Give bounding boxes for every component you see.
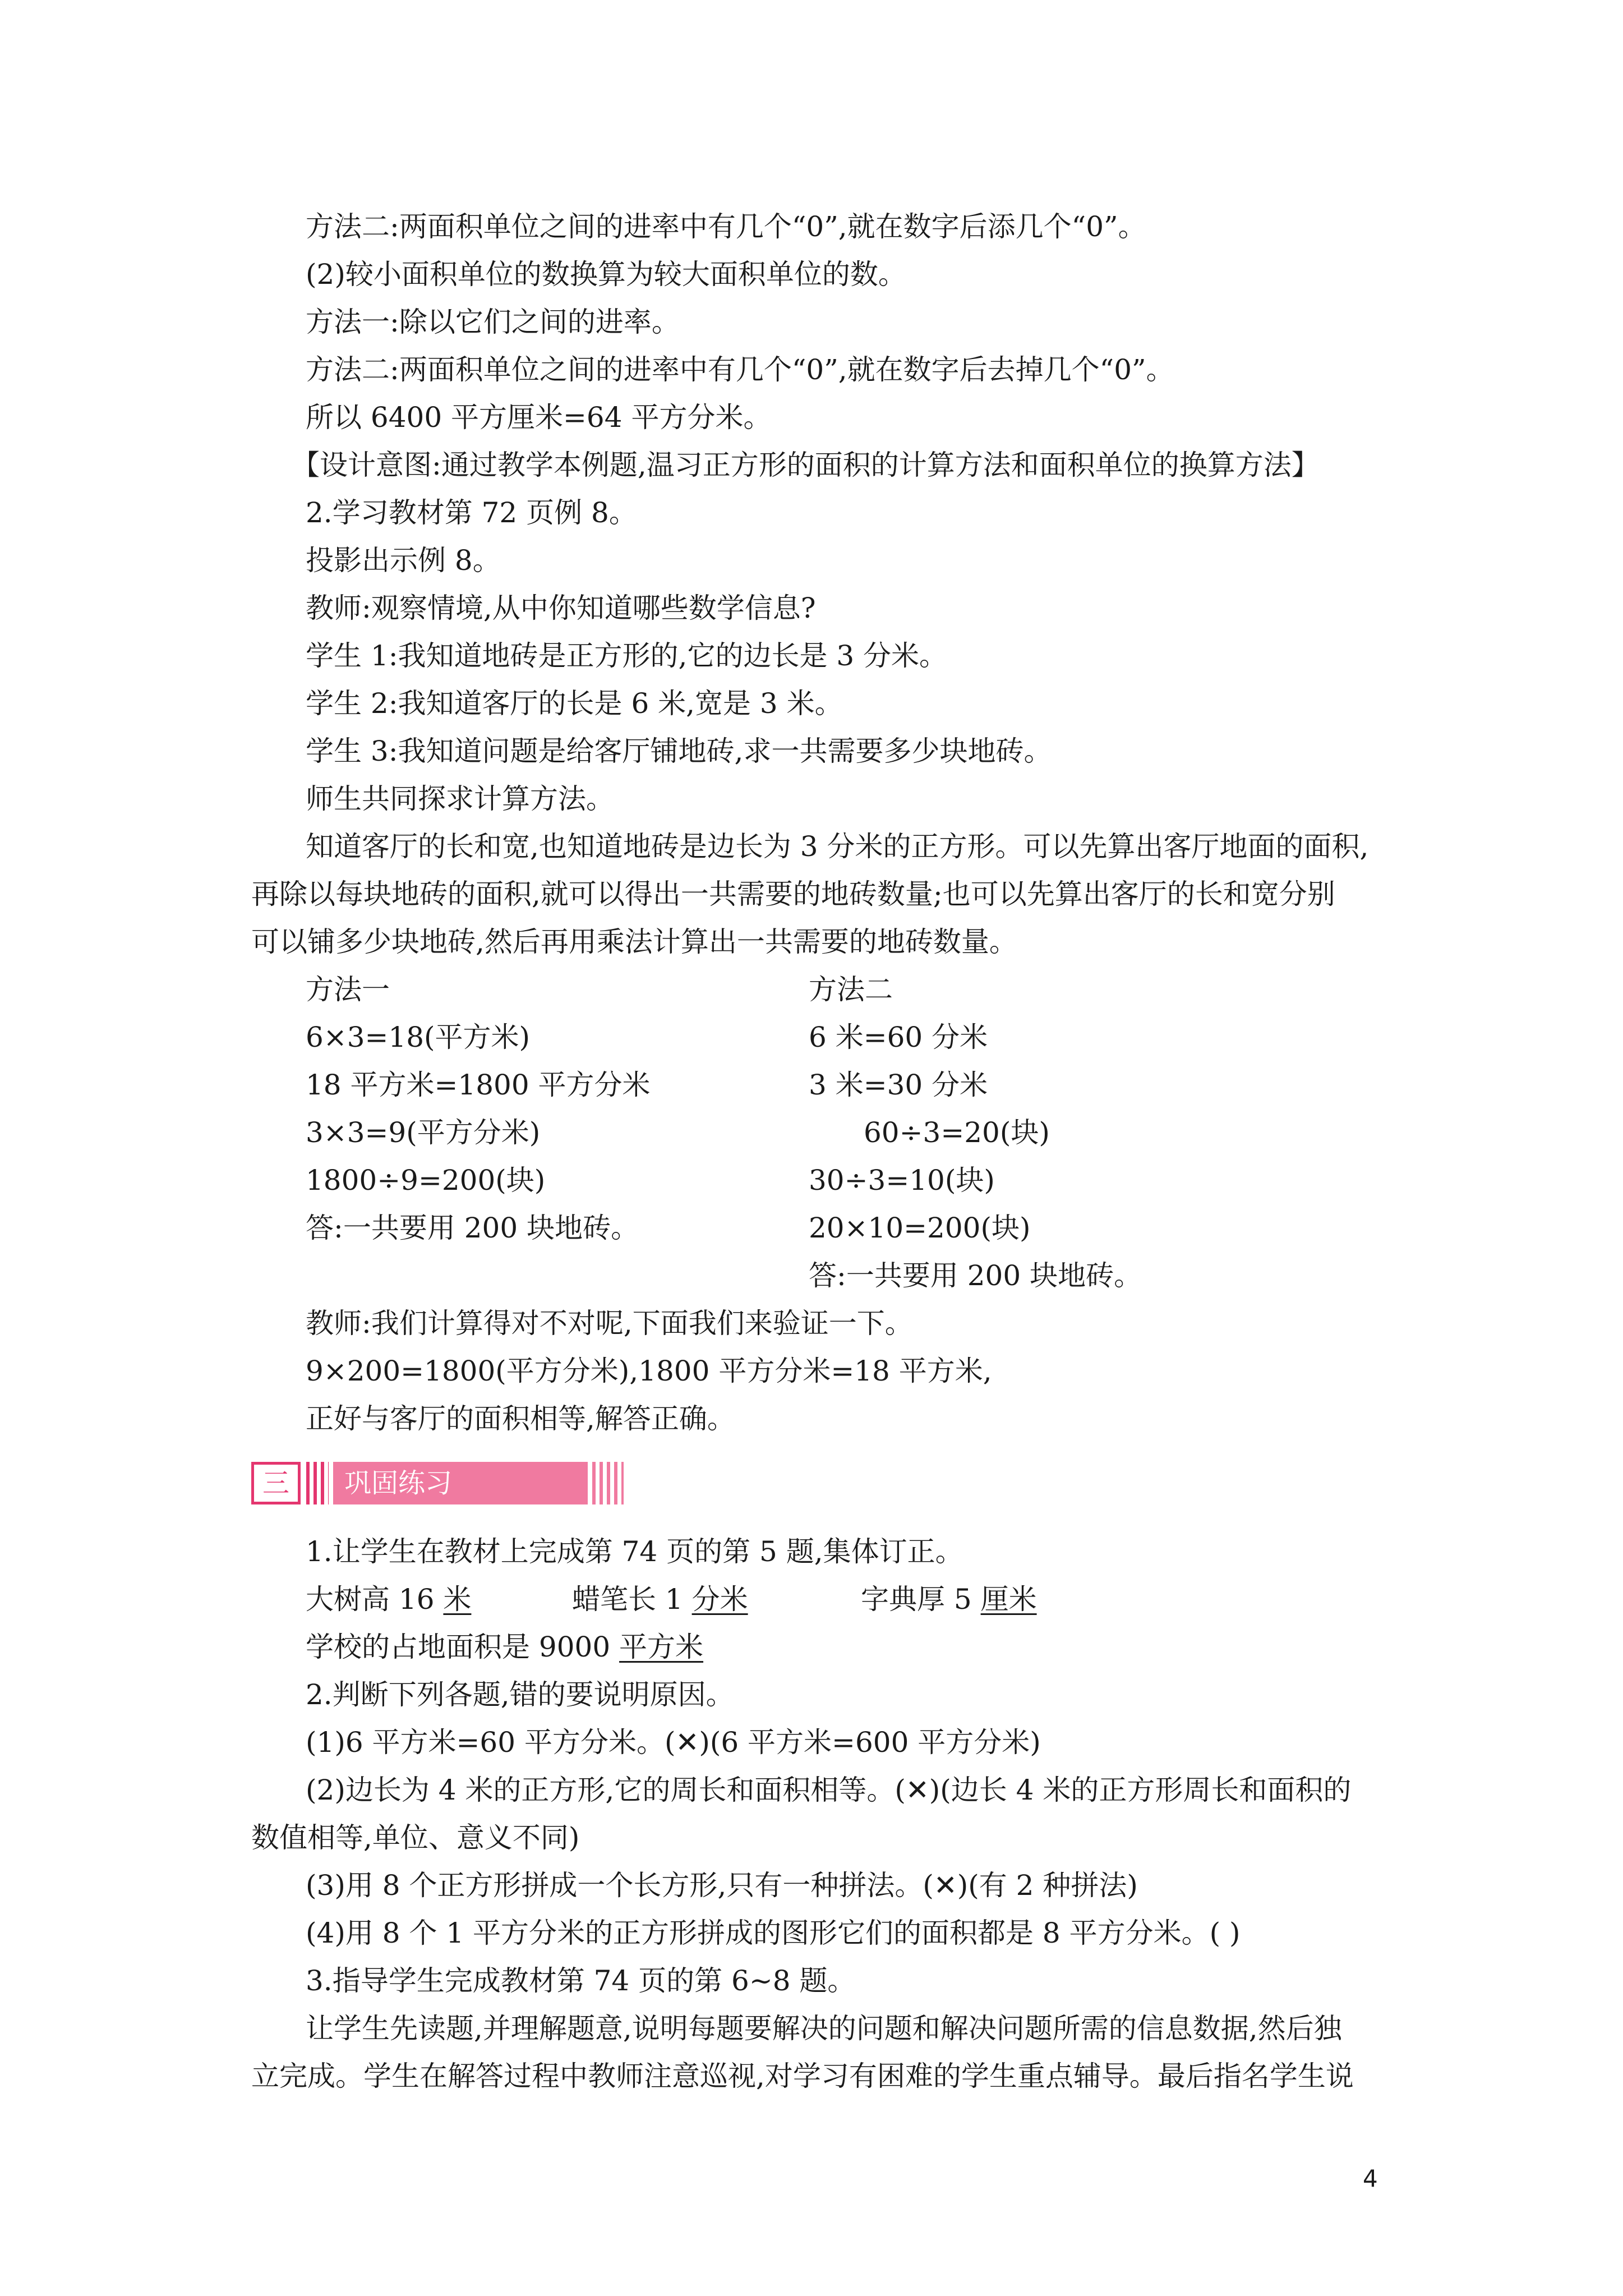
text-line: 让学生先读题,并理解题意,说明每题要解决的问题和解决问题所需的信息数据,然后独	[306, 2012, 1342, 2045]
method-one-title: 方法一	[306, 973, 390, 1006]
text-line: 立完成。学生在解答过程中教师注意巡视,对学习有困难的学生重点辅导。最后指名学生说	[251, 2060, 1354, 2092]
measure-unit: 米	[443, 1583, 472, 1616]
measure-prefix: 学校的占地面积是 9000	[306, 1631, 620, 1663]
method-two-step: 6 米=60 分米	[809, 1021, 988, 1053]
method-two-title: 方法二	[809, 973, 893, 1006]
method-two-step: 3 米=30 分米	[809, 1069, 988, 1101]
method-one-step: 6×3=18(平方米)	[306, 1021, 531, 1053]
text-line: 方法一:除以它们之间的进率。	[306, 306, 680, 338]
method-two-step: 60÷3=20(块)	[864, 1116, 1050, 1149]
banner-tail-stripes	[592, 1462, 624, 1504]
section-number-box	[251, 1462, 301, 1504]
measure-unit: 分米	[691, 1583, 748, 1616]
text-line: 投影出示例 8。	[306, 544, 501, 577]
text-line: 正好与客厅的面积相等,解答正确。	[306, 1402, 735, 1435]
text-line: (4)用 8 个 1 平方分米的正方形拼成的图形它们的面积都是 8 平方分米。( )	[306, 1917, 1241, 1949]
section-number: 三	[262, 1467, 289, 1499]
method-two-answer: 答:一共要用 200 块地砖。	[809, 1259, 1142, 1292]
text-line: 教师:观察情境,从中你知道哪些数学信息?	[306, 592, 816, 624]
text-line: 知道客厅的长和宽,也知道地砖是边长为 3 分米的正方形。可以先算出客厅地面的面积,	[306, 830, 1369, 863]
text-line: (2)边长为 4 米的正方形,它的周长和面积相等。(✕)(边长 4 米的正方形周长和面积的	[306, 1774, 1352, 1806]
measure-prefix: 字典厚 5	[861, 1583, 981, 1616]
page-number: 4	[1363, 2165, 1378, 2192]
measure-item-tree	[306, 1581, 471, 1617]
text-line: 方法二:两面积单位之间的进率中有几个“0”,就在数字后添几个“0”。	[306, 210, 1146, 243]
text-line: 学生 2:我知道客厅的长是 6 米,宽是 3 米。	[306, 687, 843, 720]
text-line: 3.指导学生完成教材第 74 页的第 6~8 题。	[306, 1964, 856, 1997]
text-line: 1.让学生在教材上完成第 74 页的第 5 题,集体订正。	[306, 1535, 963, 1568]
section-title-bar	[333, 1462, 588, 1504]
method-two-step: 30÷3=10(块)	[809, 1164, 995, 1197]
section-title: 巩固练习	[344, 1467, 453, 1499]
text-line: 9×200=1800(平方分米),1800 平方分米=18 平方米,	[306, 1355, 992, 1387]
text-line: 2.判断下列各题,错的要说明原因。	[306, 1678, 734, 1711]
banner-stripes	[306, 1462, 329, 1504]
text-line: (1)6 平方米=60 平方分米。(✕)(6 平方米=600 平方分米)	[306, 1726, 1041, 1759]
measure-item-crayon	[572, 1581, 748, 1617]
method-one-step: 1800÷9=200(块)	[306, 1164, 546, 1197]
text-line: 教师:我们计算得对不对呢,下面我们来验证一下。	[306, 1307, 913, 1340]
measure-prefix: 大树高 16	[306, 1583, 444, 1616]
measure-unit: 厘米	[980, 1583, 1037, 1616]
method-one-step: 3×3=9(平方分米)	[306, 1116, 541, 1149]
method-one-answer: 答:一共要用 200 块地砖。	[306, 1212, 639, 1244]
measure-unit: 平方米	[619, 1631, 704, 1663]
design-intent-note: 【设计意图:通过教学本例题,温习正方形的面积的计算方法和面积单位的换算方法】	[292, 449, 1320, 481]
text-line: 可以铺多少块地砖,然后再用乘法计算出一共需要的地砖数量。	[251, 926, 1017, 958]
text-line: 方法二:两面积单位之间的进率中有几个“0”,就在数字后去掉几个“0”。	[306, 353, 1174, 386]
measure-prefix: 蜡笔长 1	[572, 1583, 692, 1616]
text-line: 学生 1:我知道地砖是正方形的,它的边长是 3 分米。	[306, 639, 948, 672]
section-banner	[251, 1462, 624, 1504]
text-line: (3)用 8 个正方形拼成一个长方形,只有一种拼法。(✕)(有 2 种拼法)	[306, 1869, 1138, 1902]
text-line: (2)较小面积单位的数换算为较大面积单位的数。	[306, 258, 906, 291]
text-line: 学生 3:我知道问题是给客厅铺地砖,求一共需要多少块地砖。	[306, 735, 1052, 767]
text-line: 2.学习教材第 72 页例 8。	[306, 496, 637, 529]
text-line: 再除以每块地砖的面积,就可以得出一共需要的地砖数量;也可以先算出客厅的长和宽分别	[251, 878, 1335, 910]
text-line: 所以 6400 平方厘米=64 平方分米。	[306, 401, 772, 434]
method-two-step: 20×10=200(块)	[809, 1212, 1031, 1244]
method-one-step: 18 平方米=1800 平方分米	[306, 1069, 651, 1101]
measure-item-school	[306, 1629, 703, 1665]
text-line: 数值相等,单位、意义不同)	[251, 1821, 580, 1854]
measure-item-dictionary	[861, 1581, 1037, 1617]
text-line: 师生共同探求计算方法。	[306, 783, 614, 815]
